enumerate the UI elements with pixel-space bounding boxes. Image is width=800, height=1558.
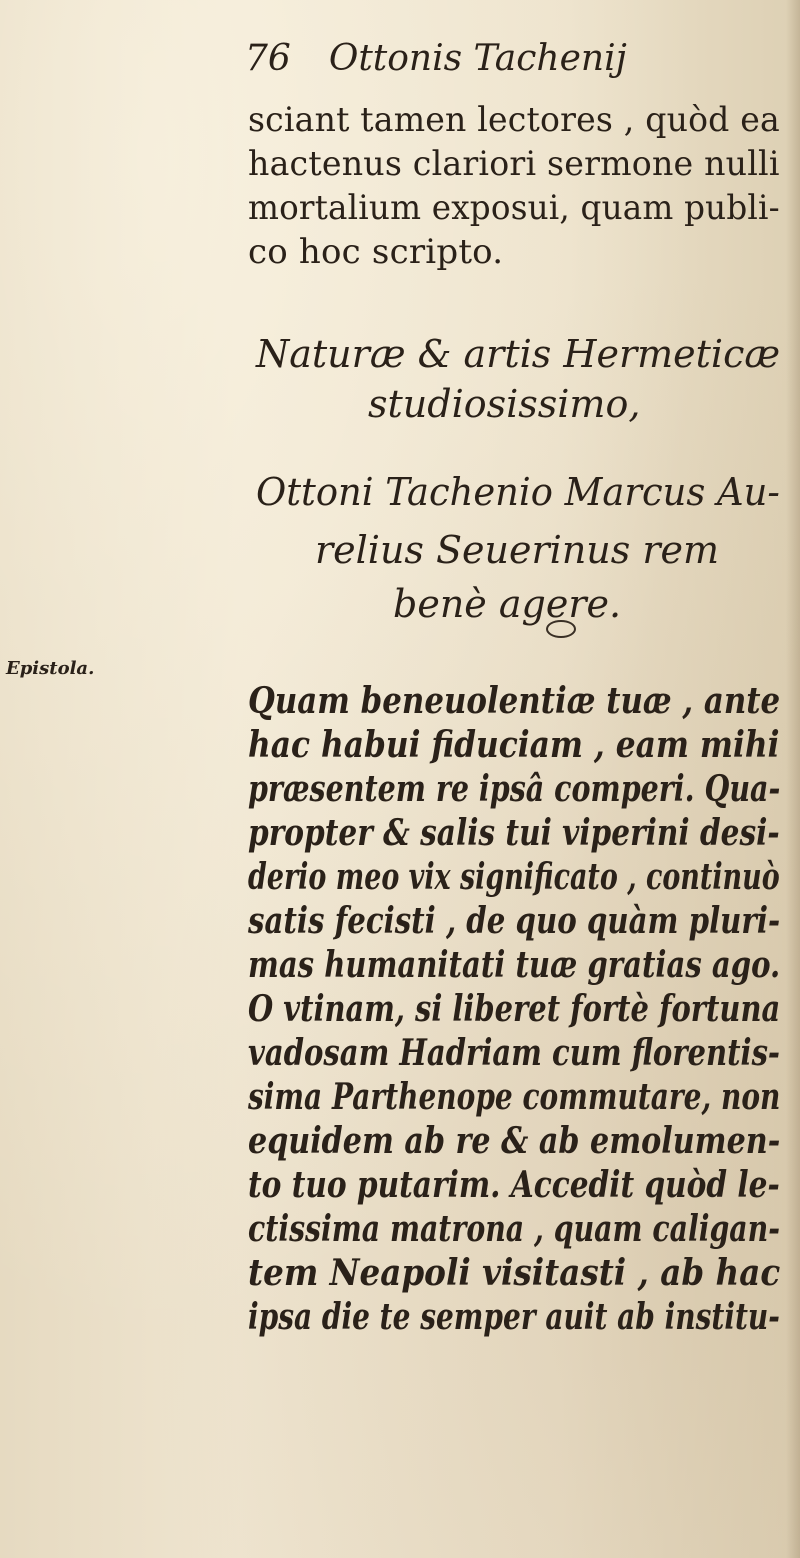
- running-title: Ottonis Tachenij: [328, 38, 627, 79]
- margin-note: Epistola.: [6, 658, 95, 679]
- epistle-line: mas humanitati tuæ gratias ago.: [248, 944, 781, 986]
- page-number: 76: [245, 38, 291, 79]
- epistle-line: ctissima matrona , quam caligan-: [248, 1208, 781, 1250]
- epistle-line: satis fecisti , de quo quàm pluri-: [248, 900, 781, 942]
- dedication-line: Naturæ & artis Hermeticæ: [256, 332, 781, 376]
- epistle-line: O vtinam, si liberet fortè fortuna: [248, 988, 781, 1030]
- intro-line: hactenus clariori sermone nulli: [248, 144, 780, 184]
- intro-line: co hoc scripto.: [248, 232, 504, 272]
- ornament-flourish: [546, 620, 576, 638]
- salutation-line: relius Seuerinus rem: [315, 528, 720, 572]
- epistle-line: tem Neapoli visitasti , ab hac: [248, 1252, 781, 1294]
- dedication-line: studiosissimo,: [368, 382, 641, 426]
- epistle-line: to tuo putarim. Accedit quòd le-: [248, 1164, 780, 1206]
- salutation-line: benè agere.: [393, 582, 622, 626]
- salutation-line: Ottoni Tachenio Marcus Au-: [256, 470, 780, 514]
- page-edge-shadow: [786, 0, 800, 1558]
- epistle-line: præsentem re ipsâ comperi. Qua-: [248, 768, 781, 810]
- epistle-line: sima Parthenope commutare, non: [248, 1076, 781, 1118]
- running-head: [245, 38, 627, 79]
- epistle-line: ipsa die te semper auit ab institu-: [248, 1296, 780, 1338]
- epistle-line: equidem ab re & ab emolumen-: [248, 1120, 781, 1162]
- epistle-line: derio meo vix significato , continuò: [248, 856, 780, 898]
- epistle-line: vadosam Hadriam cum florentis-: [248, 1032, 780, 1074]
- epistle-line: propter & salis tui viperini desi-: [248, 812, 780, 854]
- intro-line: mortalium exposui, quam publi-: [248, 188, 780, 228]
- intro-line: sciant tamen lectores , quòd ea: [248, 100, 780, 140]
- epistle-line: Quam beneuolentiæ tuæ , ante: [248, 680, 781, 722]
- epistle-line: hac habui fiduciam , eam mihi: [248, 724, 780, 766]
